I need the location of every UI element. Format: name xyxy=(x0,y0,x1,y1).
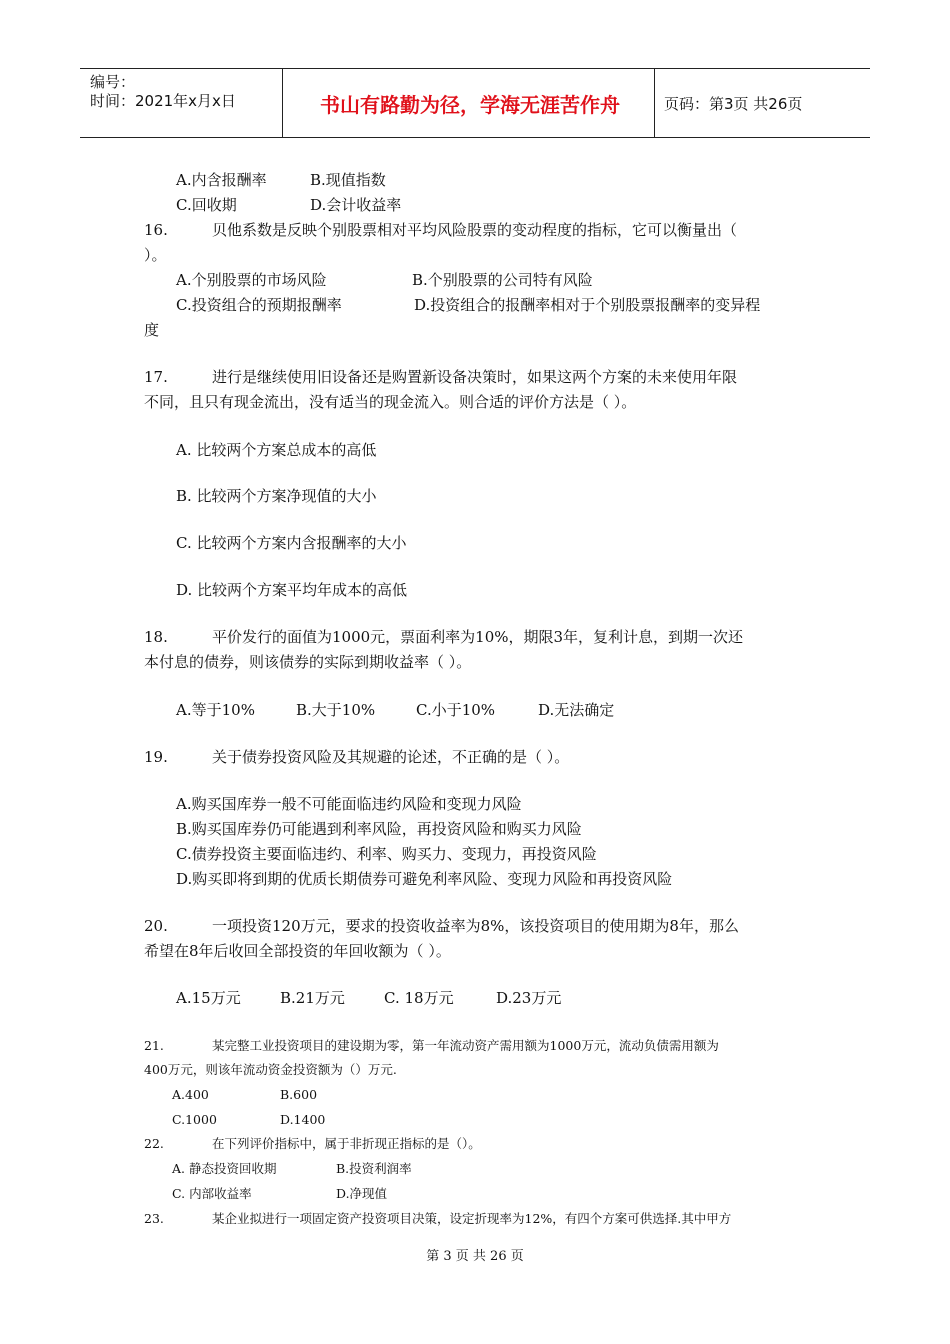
q21-option-a: A.400 xyxy=(172,1087,209,1102)
q18-option-b: B.大于10% xyxy=(296,701,376,719)
q20-option-row xyxy=(176,988,561,1008)
q20-stem-line1: 一项投资120万元，要求的投资收益率为8%，该投资项目的使用期为8年，那么 xyxy=(212,917,739,935)
q21-option-b: B.600 xyxy=(280,1087,318,1102)
q17-stem-line2: 不同，且只有现金流出，没有适当的现金流入。则合适的评价方法是（ ）。 xyxy=(144,393,637,411)
q16-number: 16. xyxy=(144,221,168,239)
q16-option-d: D.投资组合的报酬率相对于个别股票报酬率的变异程 xyxy=(414,296,761,314)
q22-option-b: B.投资利润率 xyxy=(336,1161,412,1176)
q16-option-a: A.个别股票的市场风险 xyxy=(176,271,327,289)
q17-option-c: C. 比较两个方案内含报酬率的大小 xyxy=(176,534,407,552)
q17-number: 17. xyxy=(144,368,168,386)
q16-option-d-continued: 度 xyxy=(144,321,160,339)
q20-option-b: B.21万元 xyxy=(280,989,345,1007)
q16-option-b: B.个别股票的公司特有风险 xyxy=(412,271,593,289)
q17-option-b: B. 比较两个方案净现值的大小 xyxy=(176,487,377,505)
q20-stem xyxy=(144,916,739,936)
q20-option-a: A.15万元 xyxy=(176,989,241,1007)
q22-option-a: A. 静态投资回收期 xyxy=(172,1161,277,1176)
q18-option-d: D.无法确定 xyxy=(538,701,615,719)
q19-option-b: B.购买国库券仍可能遇到利率风险，再投资风险和购买力风险 xyxy=(176,820,582,838)
q22-option-c: C. 内部收益率 xyxy=(172,1186,252,1201)
q22-option-d: D.净现值 xyxy=(336,1186,388,1201)
q15-option-row xyxy=(176,195,401,215)
q17-option-d: D. 比较两个方案平均年成本的高低 xyxy=(176,581,408,599)
q15-option-d: D.会计收益率 xyxy=(310,196,402,214)
q19-option-d: D.购买即将到期的优质长期债券可避免利率风险、变现力风险和再投资风险 xyxy=(176,870,673,888)
q23-number: 23. xyxy=(144,1211,164,1226)
q20-option-c: C. 18万元 xyxy=(384,989,454,1007)
q18-number: 18. xyxy=(144,628,168,646)
q22-stem-line1: 在下列评价指标中，属于非折现正指标的是（）。 xyxy=(212,1136,481,1151)
q20-number: 20. xyxy=(144,917,168,935)
q22-option-row xyxy=(172,1160,412,1178)
q21-stem-line1: 某完整工业投资项目的建设期为零，第一年流动资产需用额为1000万元，流动负债需用额为 xyxy=(212,1038,719,1053)
q18-stem xyxy=(144,627,743,647)
q17-option-a: A. 比较两个方案总成本的高低 xyxy=(176,441,377,459)
q21-stem xyxy=(144,1037,719,1055)
header-meta xyxy=(90,73,236,111)
q20-stem-line2: 希望在8年后收回全部投资的年回收额为（ ）。 xyxy=(144,942,451,960)
q23-stem xyxy=(144,1210,731,1228)
q18-option-a: A.等于10% xyxy=(176,701,255,719)
document-header xyxy=(80,68,870,138)
header-page-number: 页码：第3页 共26页 xyxy=(664,94,803,113)
q19-stem xyxy=(144,747,569,767)
q16-stem xyxy=(144,220,737,240)
q15-option-a: A.内含报酬率 xyxy=(176,171,267,189)
q16-option-row xyxy=(176,270,593,290)
q18-option-c: C.小于10% xyxy=(416,701,496,719)
q21-number: 21. xyxy=(144,1038,164,1053)
q21-option-row xyxy=(172,1086,317,1104)
number-label: 编号： xyxy=(90,73,136,91)
date-text: 时间：2021年x月x日 xyxy=(90,92,236,110)
q20-option-d: D.23万元 xyxy=(496,989,562,1007)
q18-stem-line2: 本付息的债券，则该债券的实际到期收益率（ ）。 xyxy=(144,653,472,671)
q15-option-c: C.回收期 xyxy=(176,196,237,214)
q16-option-c: C.投资组合的预期报酬率 xyxy=(176,296,342,314)
q19-number: 19. xyxy=(144,748,168,766)
q21-option-row xyxy=(172,1111,325,1129)
q15-option-row xyxy=(176,170,386,190)
q21-stem-line2: 400万元，则该年流动资金投资额为（）万元. xyxy=(144,1062,397,1077)
q15-option-b: B.现值指数 xyxy=(310,171,386,189)
q22-option-row xyxy=(172,1185,387,1203)
q16-stem-line1: 贝他系数是反映个别股票相对平均风险股票的变动程度的指标，它可以衡量出（ xyxy=(212,221,738,239)
q22-stem xyxy=(144,1135,481,1153)
header-divider xyxy=(282,69,283,137)
q22-number: 22. xyxy=(144,1136,164,1151)
q21-option-d: D.1400 xyxy=(280,1112,326,1127)
q23-stem-line1: 某企业拟进行一项固定资产投资项目决策，设定折现率为12%，有四个方案可供选择.其中甲方 xyxy=(212,1211,732,1226)
q21-option-c: C.1000 xyxy=(172,1112,217,1127)
q19-stem-line1: 关于债券投资风险及其规避的论述，不正确的是（ ）。 xyxy=(212,748,570,766)
header-motto: 书山有路勤为径，学海无涯苦作舟 xyxy=(320,92,620,117)
q18-stem-line1: 平价发行的面值为1000元，票面利率为10%，期限3年，复利计息，到期一次还 xyxy=(212,628,744,646)
q17-stem xyxy=(144,367,737,387)
q17-stem-line1: 进行是继续使用旧设备还是购置新设备决策时，如果这两个方案的未来使用年限 xyxy=(212,368,738,386)
q19-option-a: A.购买国库券一般不可能面临违约风险和变现力风险 xyxy=(176,795,522,813)
q19-option-c: C.债券投资主要面临违约、利率、购买力、变现力，再投资风险 xyxy=(176,845,597,863)
q18-option-row xyxy=(176,700,614,720)
q16-stem-line2: ）。 xyxy=(144,246,167,264)
page-footer: 第 3 页 共 26 页 xyxy=(426,1249,524,1264)
q16-option-row xyxy=(176,295,760,315)
